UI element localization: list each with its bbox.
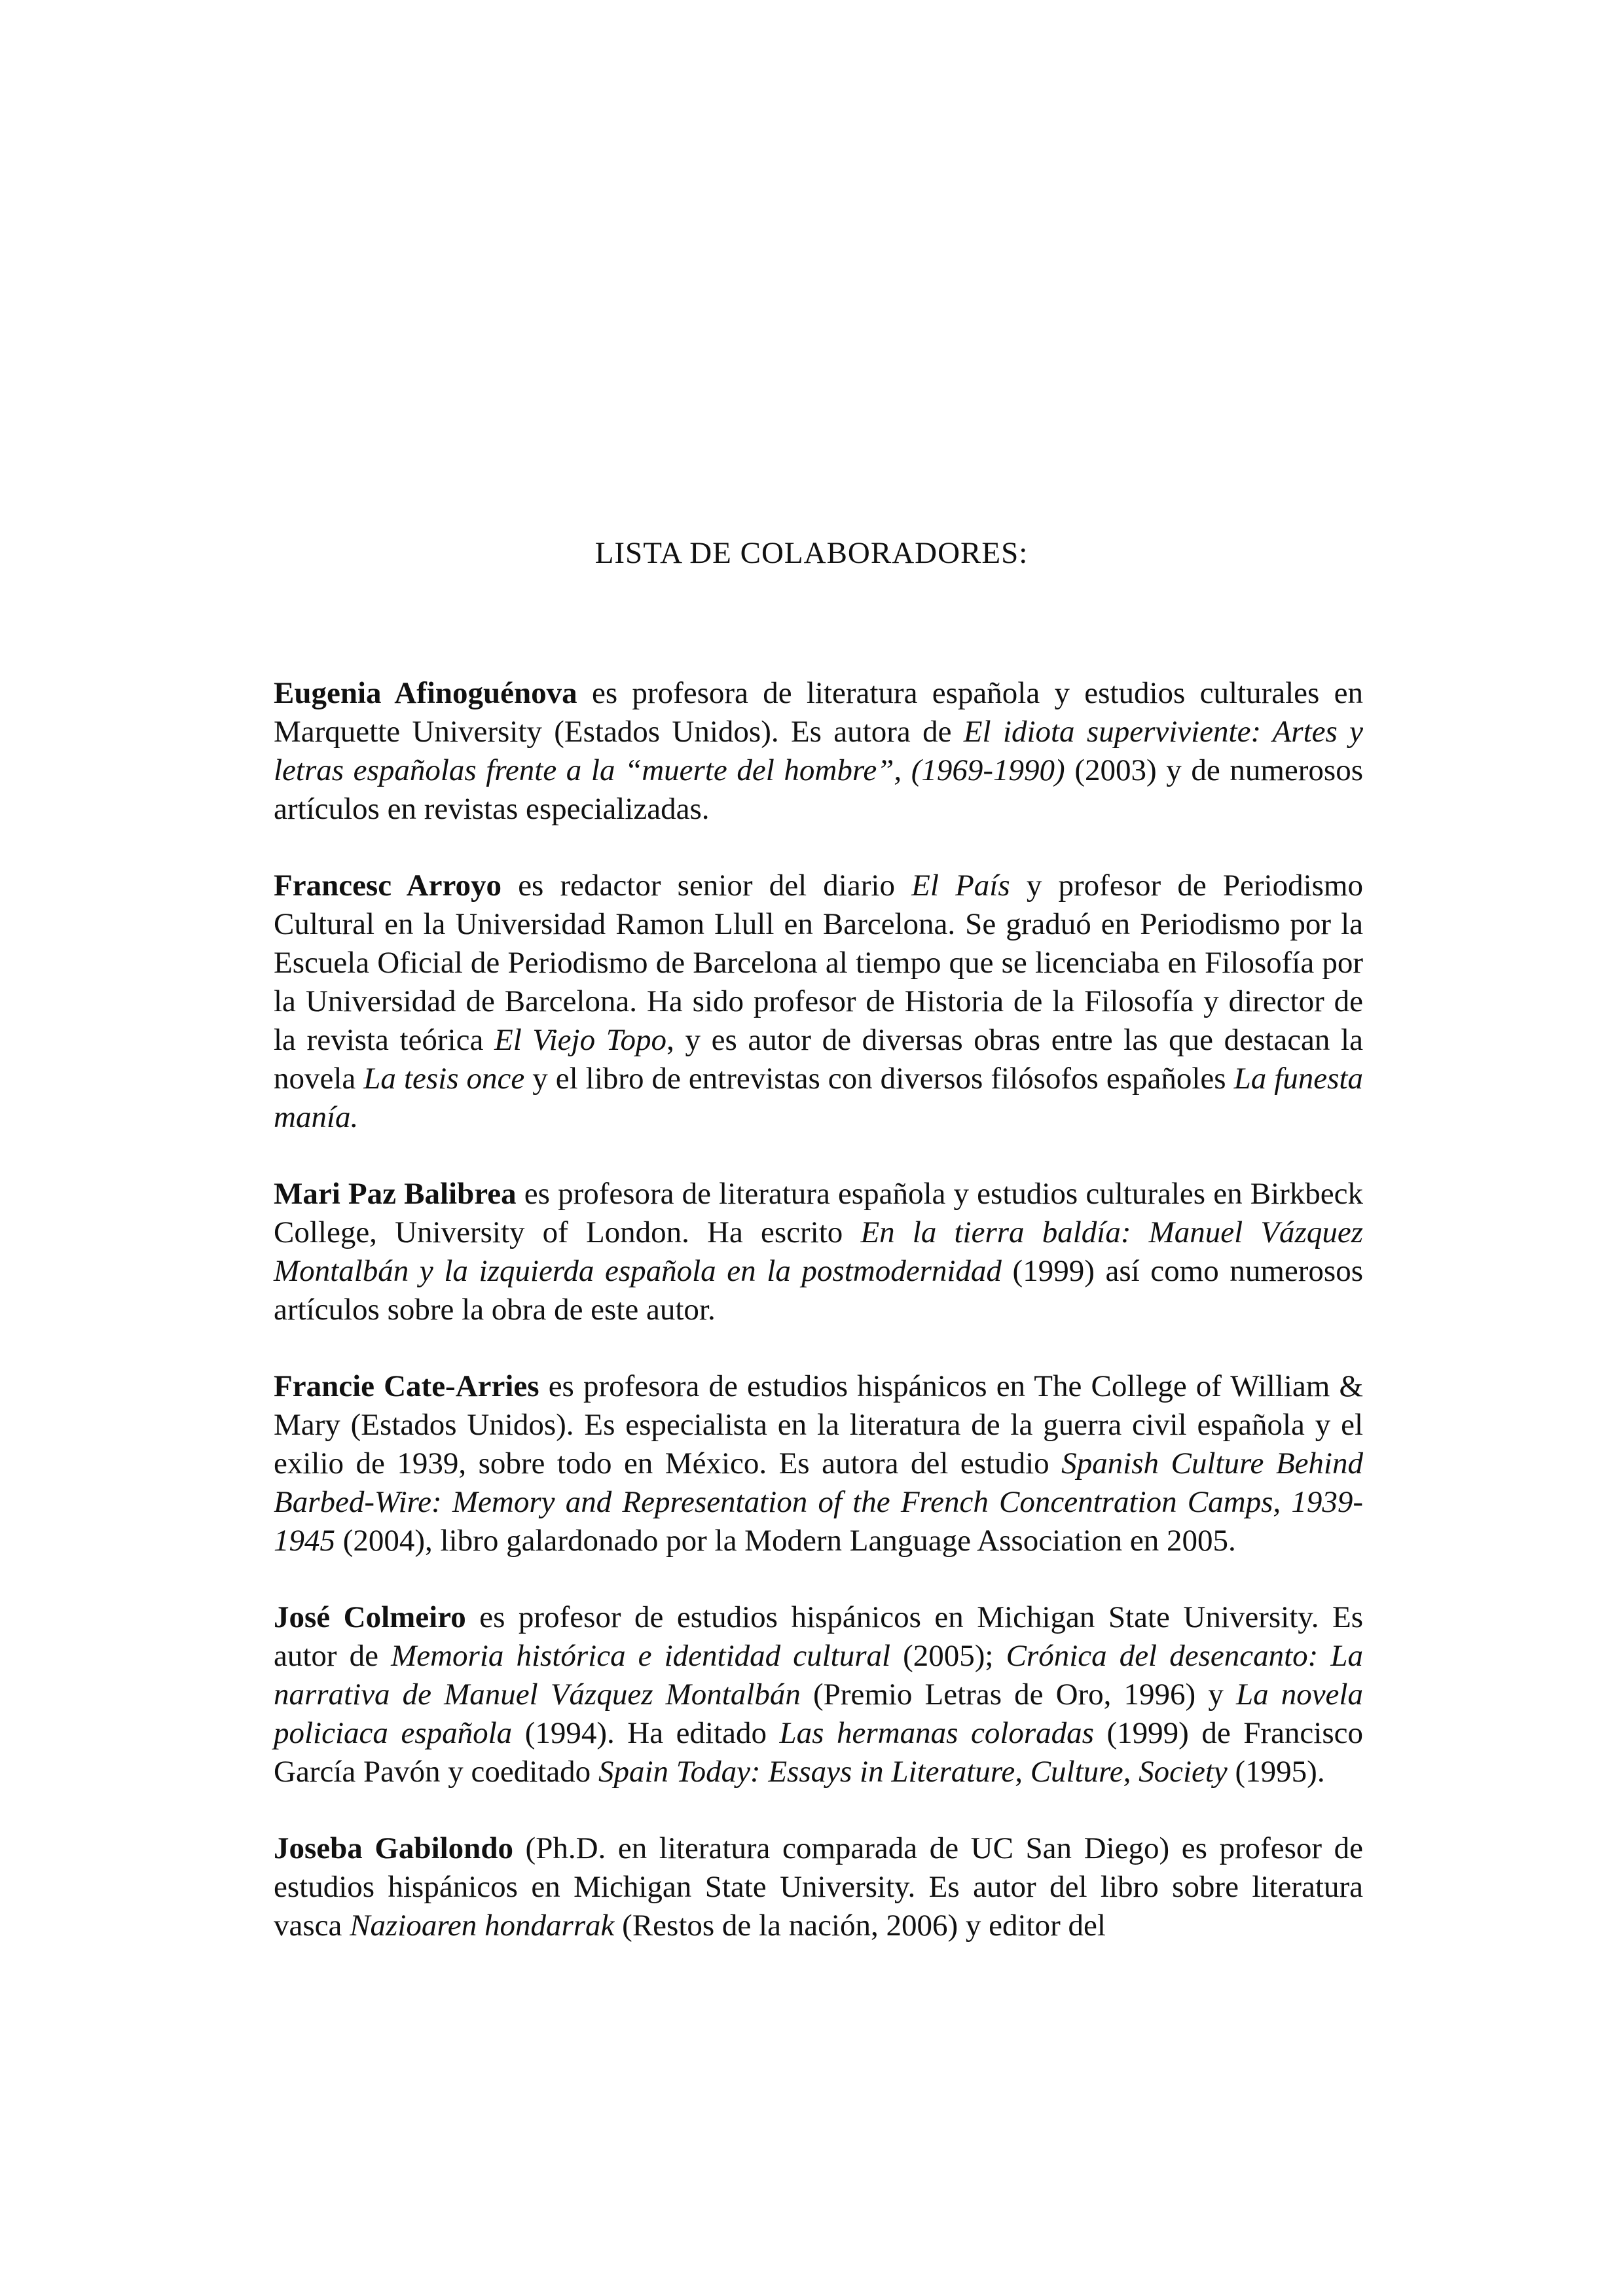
contributor-entry xyxy=(274,1598,1363,1791)
entry-text: (Premio Letras de Oro, 1996) y xyxy=(800,1677,1236,1712)
entry-text: (2005); xyxy=(890,1639,1006,1673)
entry-text: es profesora de estudios hispánicos en The College of William & Mary (Estados Unidos). Es especialista en la literatura de la guerra civil española y el exilio de 1939, sobre todo en México. Es autora del estudio xyxy=(274,1369,1363,1480)
work-title: El País xyxy=(911,869,1010,903)
entry-text: es profesor de estudios hispánicos en Michigan State University. Es autor de xyxy=(274,1600,1363,1673)
contributor-name: Francesc Arroyo xyxy=(274,869,501,903)
entry-text: es profesora de literatura española y estudios culturales en Birkbeck College, University of London. Ha escrito xyxy=(274,1177,1363,1249)
entry-text: (2003) y de numerosos artículos en revistas especializadas. xyxy=(274,753,1363,826)
page-title: LISTA DE COLABORADORES: xyxy=(594,536,1029,570)
work-title: Nazioaren hondarrak xyxy=(350,1909,615,1943)
entry-text: (Ph.D. en literatura comparada de UC San Diego) es profesor de estudios hispánicos en Michigan State University. Es autor del libro sobre literatura vasca xyxy=(274,1831,1363,1943)
contributor-name: José Colmeiro xyxy=(274,1600,466,1634)
work-title: La novela policiaca española xyxy=(274,1677,1363,1750)
entry-text: es redactor senior del diario xyxy=(501,869,912,903)
entry-text: y profesor de Periodismo Cultural en la Universidad Ramon Llull en Barcelona. Se graduó en Periodismo por la Escuela Oficial de Periodismo de Barcelona al tiempo que se licenciaba en Filosofía por la Universidad de Barcelona. Ha sido profesor de Historia de la Filosofía y director de la revista teórica xyxy=(274,869,1363,1057)
work-title: Spain Today: Essays in Literature, Culture, Society xyxy=(598,1755,1228,1789)
contributor-name: Francie Cate-Arries xyxy=(274,1369,539,1403)
contributors-list xyxy=(274,674,1363,1983)
entry-text: y el libro de entrevistas con diversos filósofos españoles xyxy=(524,1062,1234,1096)
work-title: El Viejo Topo xyxy=(494,1023,667,1057)
work-title: Spanish Culture Behind Barbed-Wire: Memory and Representation of the French Concentration Camps, 1939-1945 xyxy=(274,1446,1363,1558)
work-title: El idiota superviviente: Artes y letras españolas frente a la “muerte del hombre”, (1969-1990) xyxy=(274,715,1364,787)
entry-text: (1994). Ha editado xyxy=(512,1716,780,1750)
work-title: La tesis once xyxy=(363,1062,525,1096)
entry-text: , y es autor de diversas obras entre las que destacan la novela xyxy=(274,1023,1363,1096)
contributor-entry xyxy=(274,674,1363,829)
entry-text: (2004), libro galardonado por la Modern Language Association en 2005. xyxy=(335,1524,1236,1558)
entry-text: (1999) así como numerosos artículos sobre la obra de este autor. xyxy=(274,1254,1363,1327)
entry-text: (Restos de la nación, 2006) y editor del xyxy=(614,1909,1106,1943)
contributor-entry xyxy=(274,867,1363,1137)
contributor-name: Eugenia Afinoguénova xyxy=(274,676,577,710)
entry-text: (1995). xyxy=(1227,1755,1325,1789)
work-title: La funesta manía. xyxy=(274,1062,1363,1134)
contributor-entry xyxy=(274,1829,1363,1945)
entry-text: es profesora de literatura española y estudios culturales en Marquette University (Estados Unidos). Es autora de xyxy=(274,676,1363,749)
contributor-entry xyxy=(274,1175,1363,1329)
work-title: Las hermanas coloradas xyxy=(779,1716,1094,1750)
contributor-name: Mari Paz Balibrea xyxy=(274,1177,517,1211)
work-title: En la tierra baldía: Manuel Vázquez Montalbán y la izquierda española en la postmodernidad xyxy=(274,1215,1363,1288)
contributor-entry xyxy=(274,1367,1363,1560)
work-title: Memoria histórica e identidad cultural xyxy=(391,1639,891,1673)
work-title: Crónica del desencanto: La narrativa de Manuel Vázquez Montalbán xyxy=(274,1639,1363,1712)
entry-text: (1999) de Francisco García Pavón y coeditado xyxy=(274,1716,1363,1789)
contributor-name: Joseba Gabilondo xyxy=(274,1831,513,1865)
